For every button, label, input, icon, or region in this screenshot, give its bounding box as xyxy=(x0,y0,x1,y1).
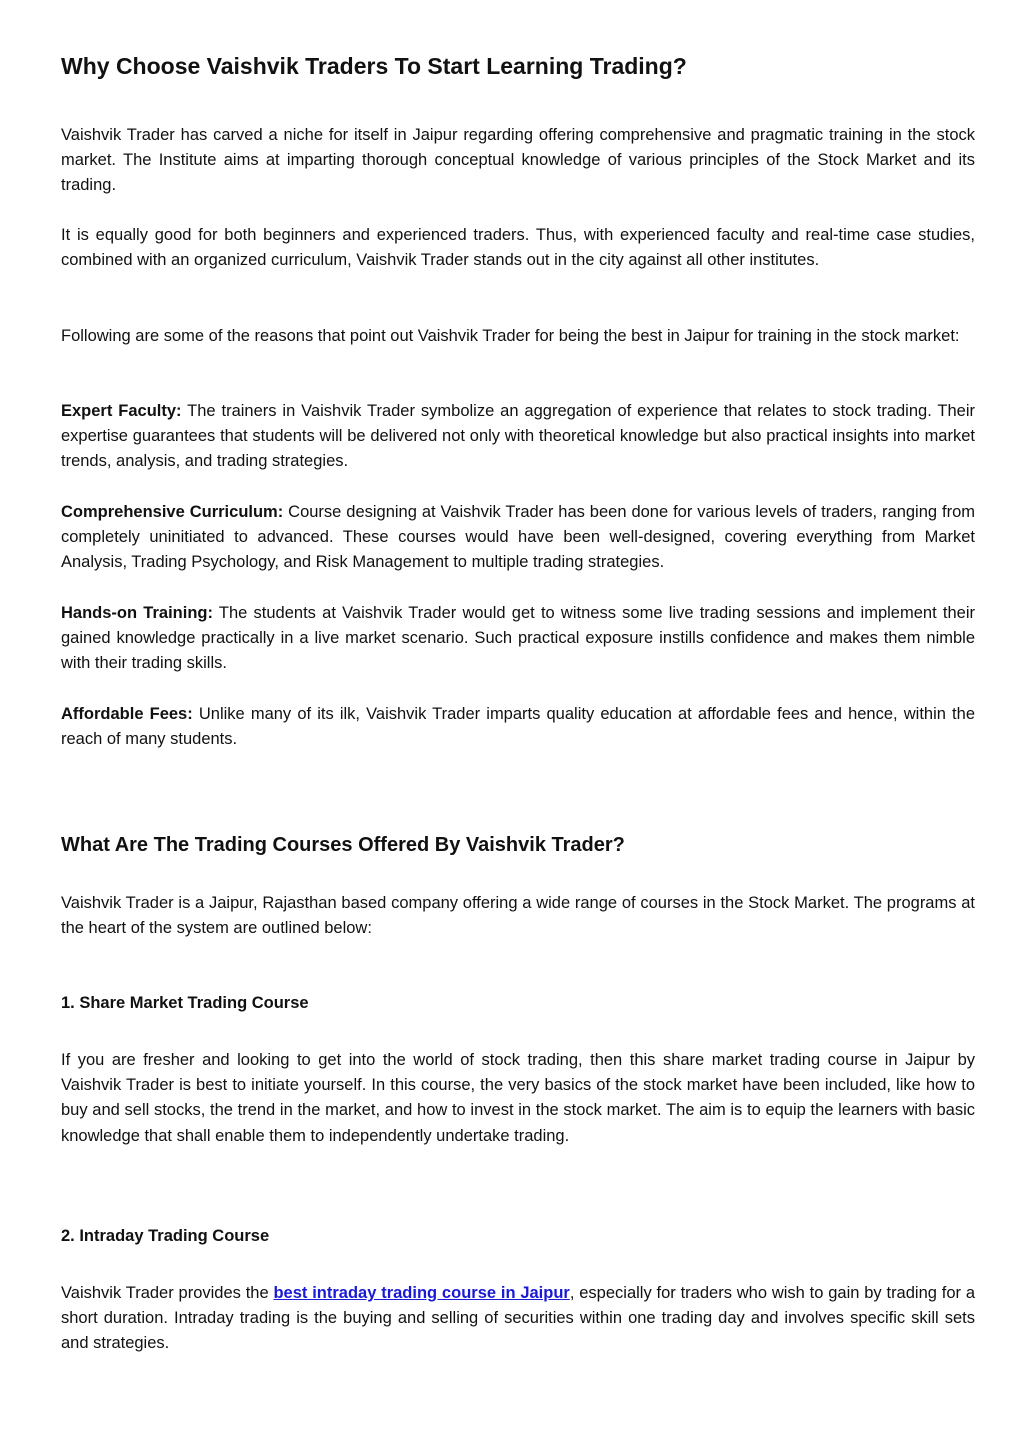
intraday-course-link[interactable]: best intraday trading course in Jaipur xyxy=(273,1284,570,1302)
reason-comprehensive-curriculum xyxy=(61,500,975,576)
course-title-intraday: 2. Intraday Trading Course xyxy=(61,1227,270,1245)
course-text-share-market: If you are fresher and looking to get into the world of stock trading, then this share market trading course in Jaipur by Vaishvik Trader is best to initiate yourself. In this course, the very basics of the stock market have been included, like how to buy and sell stocks, the trend in the market, and how to invest in the stock market. The aim is to equip the learners with basic knowledge that shall enable them to independently undertake trading. xyxy=(61,1051,975,1145)
courses-intro-paragraph: Vaishvik Trader is a Jaipur, Rajasthan based company offering a wide range of courses in the Stock Market. The programs at the heart of the system are outlined below: xyxy=(61,894,975,938)
intro-paragraph-2: It is equally good for both beginners and experienced traders. Thus, with experienced faculty and real-time case studies, combined with an organized curriculum, Vaishvik Trader stands out in the city against all other institutes. xyxy=(61,226,975,270)
reason-hands-on-training xyxy=(61,601,975,677)
course-text-intraday xyxy=(61,1281,975,1357)
intro-paragraph-3: Following are some of the reasons that point out Vaishvik Trader for being the best in Jaipur for training in the stock market: xyxy=(61,327,960,345)
reason-text: Course designing at Vaishvik Trader has been done for various levels of traders, ranging from completely uninitiated to advanced. These courses would have been well-designed, covering everything from Market Analysis, Trading Psychology, and Risk Management to multiple trading strategies. xyxy=(61,503,975,572)
reason-affordable-fees xyxy=(61,702,975,752)
course-text-after-link: , especially for traders who wish to gain by trading for a short duration. Intraday trading is the buying and selling of securities within one trading day and involves specific skill sets and strategies. xyxy=(61,1284,975,1353)
reason-text: Unlike many of its ilk, Vaishvik Trader imparts quality education at affordable fees and hence, within the reach of many students. xyxy=(61,705,975,749)
reason-expert-faculty xyxy=(61,399,975,475)
intro-paragraph-1: Vaishvik Trader has carved a niche for itself in Jaipur regarding offering comprehensive and pragmatic training in the stock market. The Institute aims at imparting thorough conceptual knowledge of various principles of the Stock Market and its trading. xyxy=(61,126,975,195)
course-text-before-link: Vaishvik Trader provides the xyxy=(61,1284,274,1302)
reason-label: Comprehensive Curriculum: xyxy=(61,503,284,521)
section-title-why-choose: Why Choose Vaishvik Traders To Start Learning Trading? xyxy=(61,53,687,79)
reason-text: The trainers in Vaishvik Trader symbolize an aggregation of experience that relates to stock trading. Their expertise guarantees that students will be delivered not only with theoretical knowledge but also practical insights into market trends, analysis, and trading strategies. xyxy=(61,402,975,471)
reason-label: Affordable Fees: xyxy=(61,705,193,723)
reason-text: The students at Vaishvik Trader would get to witness some live trading sessions and implement their gained knowledge practically in a live market scenario. Such practical exposure instills confidence and makes them nimble with their trading skills. xyxy=(61,604,975,673)
course-title-share-market: 1. Share Market Trading Course xyxy=(61,994,309,1012)
reason-label: Expert Faculty: xyxy=(61,402,182,420)
section-title-courses-offered: What Are The Trading Courses Offered By Vaishvik Trader? xyxy=(61,834,625,856)
reason-label: Hands-on Training: xyxy=(61,604,213,622)
